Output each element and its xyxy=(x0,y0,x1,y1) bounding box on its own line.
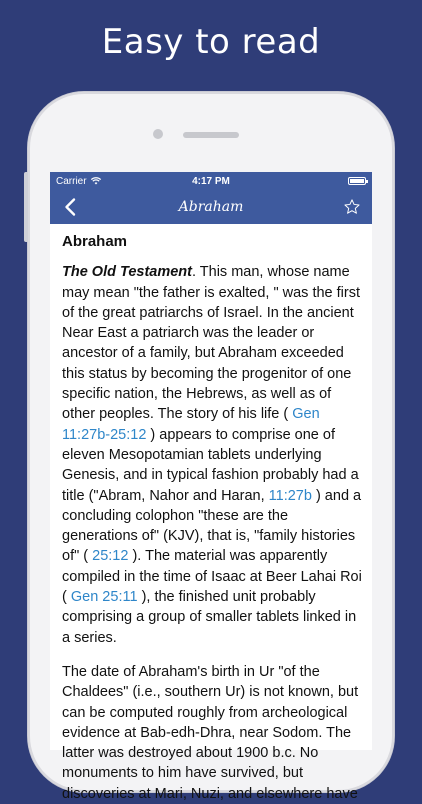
ref-link[interactable]: 11:27b xyxy=(268,487,312,504)
chevron-left-icon xyxy=(64,198,76,216)
favorite-button[interactable] xyxy=(338,193,366,221)
phone-side-button xyxy=(24,172,28,242)
article-content xyxy=(50,224,372,804)
article-paragraph: The Old Testament. This man, whose name may mean "the father is exalted, " was the first of the great patriarchs of Israel. In the ancient Near East a patriarch was the leader or ancestor of a family, but Abraham exceeded this status by becoming the progenitor of one specific nation, the Hebrews, as well as of other peoples. The story of his life ( Gen 11:27b-25:12 ) appears to comprise one of eleven Mesopotamian tablets underlying Genesis, and in typical fashion probably had a title ("Abram, Nahor and Haran, 11:27b ) and a concluding colophon "these are the generations of" (KJV), that is, "family histories of" ( 25:12 ). The material was apparently compiled in the time of Isaac at Beer Lahai Roi ( Gen 25:11 ), the finished unit probably comprising a group of smaller tablets linked in a series. xyxy=(62,264,362,646)
page-title: Abraham xyxy=(178,199,244,215)
article-heading: Abraham xyxy=(62,233,128,250)
camera-icon xyxy=(153,129,163,139)
ref-link[interactable]: 25:12 xyxy=(92,548,129,565)
term-old-testament: The Old Testament xyxy=(62,264,192,281)
ref-link[interactable]: Gen 25:11 xyxy=(70,589,138,606)
article-paragraph: The date of Abraham's birth in Ur "of the Chaldees" (i.e., southern Ur) is not known, but can be computed roughly from archeological evidence at Bab-edh-Dhra, near Sodom. The latter was destroyed about 1900 b.c. No monuments to him have survived, but discoveries at Mari, Nuzi, and elsewhere have xyxy=(62,663,359,802)
navigation-bar xyxy=(50,190,372,224)
status-time: 4:17 PM xyxy=(192,175,230,187)
star-icon xyxy=(343,198,361,216)
carrier-label: Carrier xyxy=(56,175,87,187)
battery-fill xyxy=(350,179,364,183)
ref-link[interactable]: Gen 11:27b-25:12 xyxy=(62,406,320,443)
phone-screen xyxy=(50,172,372,802)
status-bar xyxy=(50,172,372,190)
back-button[interactable] xyxy=(56,193,84,221)
promo-headline: Easy to read xyxy=(101,22,321,62)
speaker-grille xyxy=(183,132,239,138)
battery-icon xyxy=(348,177,366,185)
